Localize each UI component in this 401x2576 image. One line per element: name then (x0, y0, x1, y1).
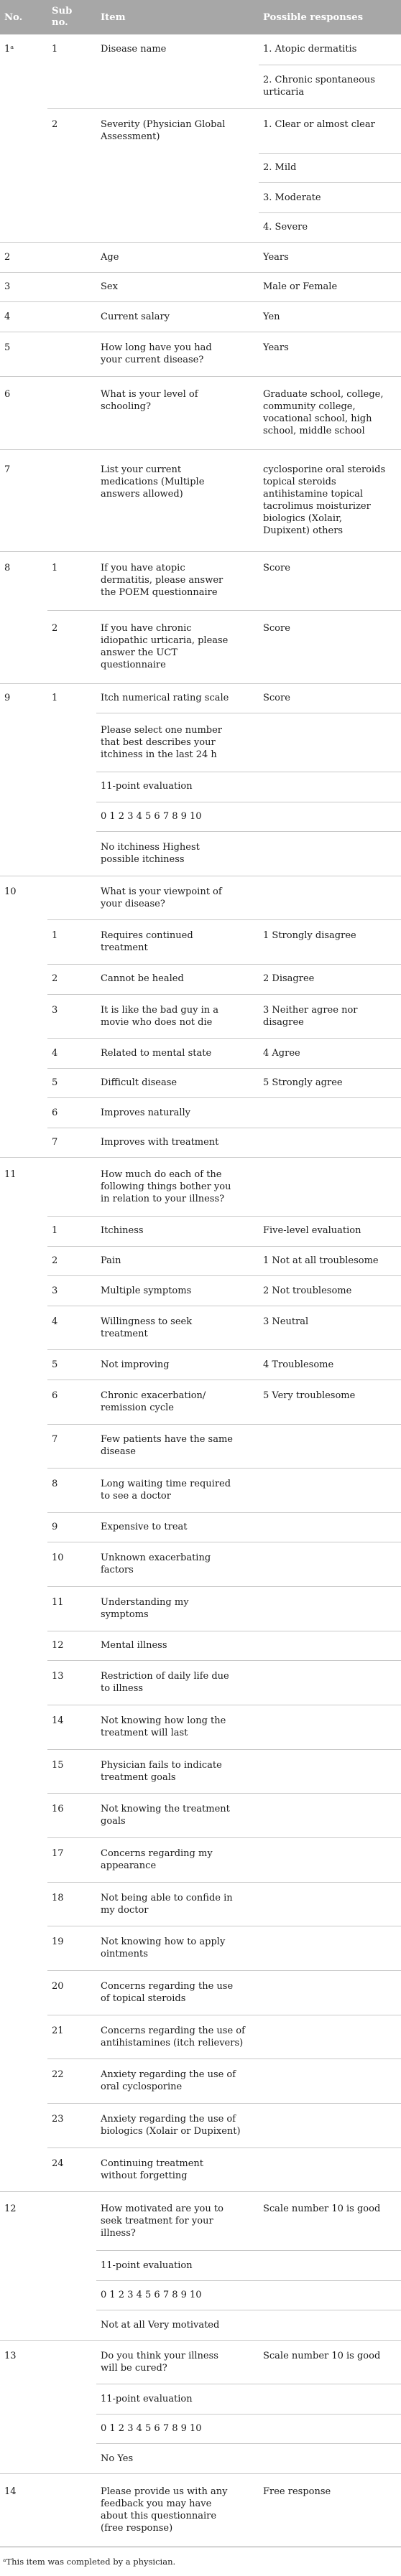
cell-item: Restriction of daily life due (101, 1671, 229, 1682)
cell-sub-no: 1 (52, 930, 58, 942)
cell-item: idiopathic urticaria, please (101, 634, 229, 646)
row-divider (0, 301, 401, 302)
cell-item: ointments (101, 1949, 148, 1960)
row-divider (47, 1749, 401, 1750)
cell-sub-no: 5 (52, 1077, 58, 1089)
row-divider (259, 153, 401, 154)
cell-responses: 1 Not at all troublesome (263, 1255, 379, 1266)
cell-item: How long have you had (101, 342, 212, 353)
cell-responses: 4. Severe (263, 222, 308, 233)
cell-item: Improves naturally (101, 1107, 191, 1118)
cell-sub-no: 2 (52, 622, 58, 634)
cell-responses: 2 Disagree (263, 973, 315, 985)
cell-no: 5 (4, 342, 11, 353)
cell-responses: 2. Chronic spontaneous (263, 75, 375, 86)
cell-sub-no: 17 (52, 1847, 64, 1859)
cell-item: Current salary (101, 311, 170, 322)
cell-item: No itchiness Highest (101, 841, 200, 853)
cell-item: Chronic exacerbation/ (101, 1390, 206, 1401)
cell-sub-no: 14 (52, 1715, 64, 1726)
row-divider (96, 2280, 401, 2281)
cell-responses: Dupixent) others (263, 525, 344, 536)
cell-item: about this questionnaire (101, 2511, 217, 2521)
cell-item: treatment goals (101, 1771, 176, 1783)
cell-no: 12 (4, 2203, 17, 2214)
cell-sub-no: 15 (52, 1759, 64, 1771)
cell-no: 3 (4, 281, 11, 293)
cell-item: following things bother you (101, 1181, 231, 1192)
row-divider (96, 2414, 401, 2415)
cell-sub-no: 3 (52, 1285, 58, 1296)
header-responses: Possible responses (263, 11, 364, 23)
cell-item: treatment (101, 942, 148, 954)
cell-item: Willingness to seek (101, 1316, 193, 1327)
cell-item: in relation to your illness? (101, 1193, 225, 1204)
cell-item: appearance (101, 1860, 157, 1871)
cell-item: Anxiety regarding the use of (101, 2069, 236, 2081)
cell-item: 0 1 2 3 4 5 6 7 8 9 10 (101, 810, 202, 822)
cell-sub-no: 2 (52, 1255, 58, 1266)
cell-item: Related to mental state (101, 1047, 212, 1059)
cell-item: feedback you may have (101, 2498, 212, 2509)
cell-no: 13 (4, 2350, 17, 2361)
cell-item: Physician fails to indicate (101, 1759, 222, 1771)
row-divider (259, 212, 401, 213)
cell-item: Not knowing how to apply (101, 1936, 226, 1948)
cell-responses: 1 Strongly disagree (263, 930, 356, 942)
cell-sub-no: 19 (52, 1936, 64, 1948)
cell-item: answers allowed) (101, 488, 183, 500)
cell-item: Concerns regarding my (101, 1847, 213, 1859)
cell-item: Please provide us with any (101, 2486, 228, 2497)
row-divider (47, 1837, 401, 1838)
cell-item: Long waiting time required (101, 1479, 231, 1490)
cell-sub-no: 4 (52, 1316, 58, 1327)
row-divider (0, 1157, 401, 1158)
cell-item: List your current (101, 464, 182, 475)
cell-responses: topical steroids (263, 476, 336, 487)
cell-item: questionnaire (101, 659, 166, 670)
row-divider (47, 1275, 401, 1276)
cell-responses: Free response (263, 2486, 331, 2497)
cell-item: Please select one number (101, 724, 223, 736)
cell-responses: 5 Very troublesome (263, 1390, 356, 1401)
cell-sub-no: 16 (52, 1804, 64, 1815)
cell-sub-no: 5 (52, 1359, 58, 1370)
cell-responses: tacrolimus moisturizer (263, 500, 371, 512)
cell-item: of topical steroids (101, 1992, 186, 2004)
cell-item: 11-point evaluation (101, 2259, 193, 2271)
cell-item: Expensive to treat (101, 1522, 188, 1533)
cell-responses: community college, (263, 401, 356, 412)
cell-responses: 2. Mild (263, 162, 297, 174)
row-divider (47, 1512, 401, 1513)
cell-no: 7 (4, 464, 11, 475)
row-divider (47, 2103, 401, 2104)
cell-item: to see a doctor (101, 1491, 171, 1502)
row-divider (47, 964, 401, 965)
cell-responses: 3. Moderate (263, 192, 321, 203)
cell-item: 11-point evaluation (101, 2393, 193, 2404)
cell-item: Understanding my (101, 1596, 189, 1608)
cell-item: possible itchiness (101, 853, 185, 865)
cell-item: If you have chronic (101, 622, 192, 634)
cell-sub-no: 2 (52, 119, 58, 131)
cell-item: illness? (101, 2227, 136, 2239)
cell-item: my doctor (101, 1904, 149, 1916)
cell-no: 11 (4, 1168, 17, 1180)
cell-item: will be cured? (101, 2362, 167, 2374)
cell-item: What is your level of (101, 388, 198, 400)
row-divider (0, 449, 401, 450)
cell-item: Severity (Physician Global (101, 119, 226, 131)
cell-item: Age (101, 251, 119, 263)
cell-item: factors (101, 1565, 134, 1576)
cell-responses: Years (263, 342, 289, 353)
cell-item: Mental illness (101, 1640, 167, 1652)
cell-sub-no: 6 (52, 1107, 58, 1118)
cell-item: Do you think your illness (101, 2350, 218, 2361)
cell-item: itchiness in the last 24 h (101, 749, 217, 760)
cell-responses: biologics (Xolair, (263, 512, 342, 524)
row-divider (96, 831, 401, 832)
cell-item: oral cyclosporine (101, 2081, 183, 2093)
row-divider (0, 2340, 401, 2341)
row-divider (47, 1349, 401, 1350)
cell-responses: cyclosporine oral steroids (263, 464, 386, 475)
cell-item: (free response) (101, 2523, 173, 2534)
cell-item: Multiple symptoms (101, 1285, 192, 1296)
row-divider (0, 272, 401, 273)
header-sub-no (52, 0, 80, 34)
cell-item: treatment (101, 1328, 148, 1339)
footnote: ᵃThis item was completed by a physician. (3, 2557, 176, 2567)
cell-item: Continuing treatment (101, 2158, 203, 2169)
cell-item: answer the UCT (101, 647, 178, 658)
cell-item: Not at all Very motivated (101, 2319, 220, 2331)
cell-no: 2 (4, 251, 11, 263)
cell-responses: Score (263, 693, 290, 704)
cell-sub-no: 6 (52, 1390, 58, 1401)
cell-item: Few patients have the same (101, 1434, 233, 1446)
row-divider (47, 1586, 401, 1587)
header-sub-no-label: Sub no. (52, 6, 73, 28)
cell-item: Itchiness (101, 1225, 144, 1237)
cell-no: 8 (4, 563, 11, 574)
cell-responses: Years (263, 251, 289, 263)
cell-responses: vocational school, high (263, 413, 372, 424)
cell-item: your current disease? (101, 354, 204, 365)
row-divider (47, 1468, 401, 1469)
cell-item: Not being able to confide in (101, 1892, 233, 1903)
cell-no: 9 (4, 693, 11, 704)
cell-no: 14 (4, 2486, 17, 2497)
cell-item: movie who does not die (101, 1016, 213, 1028)
cell-item: Concerns regarding the use (101, 1980, 234, 1992)
cell-sub-no: 20 (52, 1980, 64, 1992)
row-divider (0, 242, 401, 243)
cell-item: How motivated are you to (101, 2203, 223, 2214)
cell-item: Unknown exacerbating (101, 1552, 211, 1564)
cell-sub-no: 22 (52, 2069, 64, 2081)
cell-sub-no: 3 (52, 1004, 58, 1016)
row-divider (47, 994, 401, 995)
cell-item: 0 1 2 3 4 5 6 7 8 9 10 (101, 2290, 202, 2301)
row-divider (0, 376, 401, 377)
header-no: No. (4, 11, 23, 23)
table-header (0, 0, 401, 34)
cell-item: medications (Multiple (101, 476, 205, 487)
row-divider (96, 2443, 401, 2444)
cell-sub-no: 11 (52, 1596, 64, 1608)
cell-sub-no: 12 (52, 1640, 64, 1652)
row-divider (47, 1068, 401, 1069)
cell-responses: antihistamine topical (263, 488, 364, 500)
cell-sub-no: 18 (52, 1892, 64, 1903)
cell-item: What is your viewpoint of (101, 886, 222, 897)
cell-no: 6 (4, 388, 11, 400)
cell-responses: 1. Atopic dermatitis (263, 44, 357, 55)
row-divider (47, 1882, 401, 1883)
cell-item: remission cycle (101, 1402, 174, 1413)
cell-item: to illness (101, 1683, 144, 1695)
row-divider (0, 683, 401, 684)
cell-sub-no: 7 (52, 1137, 58, 1148)
row-divider (0, 2473, 401, 2474)
cell-no: 10 (4, 886, 17, 897)
row-divider (96, 2250, 401, 2251)
cell-item: Not knowing how long the (101, 1715, 226, 1726)
cell-sub-no: 23 (52, 2113, 64, 2125)
row-divider (47, 108, 401, 109)
cell-item: treatment will last (101, 1727, 188, 1738)
cell-responses: disagree (263, 1016, 304, 1028)
cell-item: Not knowing the treatment (101, 1804, 230, 1815)
cell-item: symptoms (101, 1608, 149, 1620)
row-divider (47, 1038, 401, 1039)
cell-responses: Male or Female (263, 281, 338, 293)
cell-item: 0 1 2 3 4 5 6 7 8 9 10 (101, 2423, 202, 2435)
cell-responses: Score (263, 563, 290, 574)
cell-responses: urticaria (263, 87, 305, 98)
cell-sub-no: 24 (52, 2158, 64, 2169)
cell-item: biologics (Xolair or Dupixent) (101, 2125, 241, 2137)
cell-sub-no: 1 (52, 1225, 58, 1237)
cell-responses: 1. Clear or almost clear (263, 119, 375, 131)
cell-responses: Score (263, 622, 290, 634)
cell-sub-no: 2 (52, 973, 58, 985)
cell-item: disease (101, 1446, 136, 1458)
row-divider (47, 919, 401, 920)
cell-sub-no: 10 (52, 1552, 64, 1564)
cell-item: that best describes your (101, 736, 216, 748)
cell-sub-no: 1 (52, 44, 58, 55)
cell-item: without forgetting (101, 2170, 188, 2181)
cell-sub-no: 8 (52, 1479, 58, 1490)
cell-sub-no: 21 (52, 2025, 64, 2036)
cell-item: Assessment) (101, 131, 160, 143)
cell-item: your disease? (101, 898, 165, 909)
cell-item: Disease name (101, 44, 167, 55)
cell-item: dermatitis, please answer (101, 575, 223, 586)
cell-responses: Scale number 10 is good (263, 2203, 381, 2214)
cell-no: 1ᵃ (4, 44, 14, 55)
cell-item: 11-point evaluation (101, 781, 193, 792)
cell-item: goals (101, 1816, 126, 1827)
cell-responses: Scale number 10 is good (263, 2350, 381, 2361)
cell-item: Concerns regarding the use of (101, 2025, 245, 2036)
cell-item: It is like the bad guy in a (101, 1004, 219, 1016)
row-divider (47, 1660, 401, 1661)
row-divider (47, 610, 401, 611)
cell-item: seek treatment for your (101, 2215, 213, 2226)
cell-sub-no: 1 (52, 693, 58, 704)
row-divider (47, 1216, 401, 1217)
cell-item: Cannot be healed (101, 973, 184, 985)
cell-responses: 3 Neither agree nor (263, 1004, 358, 1016)
cell-item: schooling? (101, 401, 151, 412)
cell-item: How much do each of the (101, 1168, 222, 1180)
cell-sub-no: 9 (52, 1522, 58, 1533)
cell-responses: Graduate school, college, (263, 388, 384, 400)
row-divider (0, 551, 401, 552)
header-item: Item (101, 11, 126, 23)
cell-no: 4 (4, 311, 11, 322)
cell-item: If you have atopic (101, 563, 185, 574)
cell-responses: school, middle school (263, 425, 365, 436)
cell-responses: 2 Not troublesome (263, 1285, 352, 1296)
cell-item: antihistamines (itch relievers) (101, 2037, 244, 2048)
cell-responses: 5 Strongly agree (263, 1077, 343, 1089)
row-divider (47, 1793, 401, 1794)
cell-item: Pain (101, 1255, 121, 1266)
row-divider (47, 1970, 401, 1971)
cell-item: Improves with treatment (101, 1137, 219, 1148)
row-divider (47, 1097, 401, 1098)
cell-responses: 4 Agree (263, 1047, 300, 1059)
cell-responses: Yen (263, 311, 280, 322)
cell-responses: 4 Troublesome (263, 1359, 334, 1370)
cell-item: Sex (101, 281, 118, 293)
cell-item: Not improving (101, 1359, 170, 1370)
cell-item: Anxiety regarding the use of (101, 2113, 236, 2125)
cell-sub-no: 13 (52, 1671, 64, 1682)
row-divider (0, 2191, 401, 2192)
cell-responses: 3 Neutral (263, 1316, 309, 1327)
cell-item: the POEM questionnaire (101, 587, 218, 599)
cell-sub-no: 4 (52, 1047, 58, 1059)
cell-item: Requires continued (101, 930, 193, 942)
row-divider (47, 1424, 401, 1425)
row-divider (259, 182, 401, 183)
cell-item: Itch numerical rating scale (101, 693, 229, 704)
cell-item: Difficult disease (101, 1077, 178, 1089)
cell-responses: Five-level evaluation (263, 1225, 361, 1237)
cell-item: No Yes (101, 2453, 134, 2464)
cell-sub-no: 7 (52, 1434, 58, 1446)
row-divider (47, 1246, 401, 1247)
cell-sub-no: 1 (52, 563, 58, 574)
